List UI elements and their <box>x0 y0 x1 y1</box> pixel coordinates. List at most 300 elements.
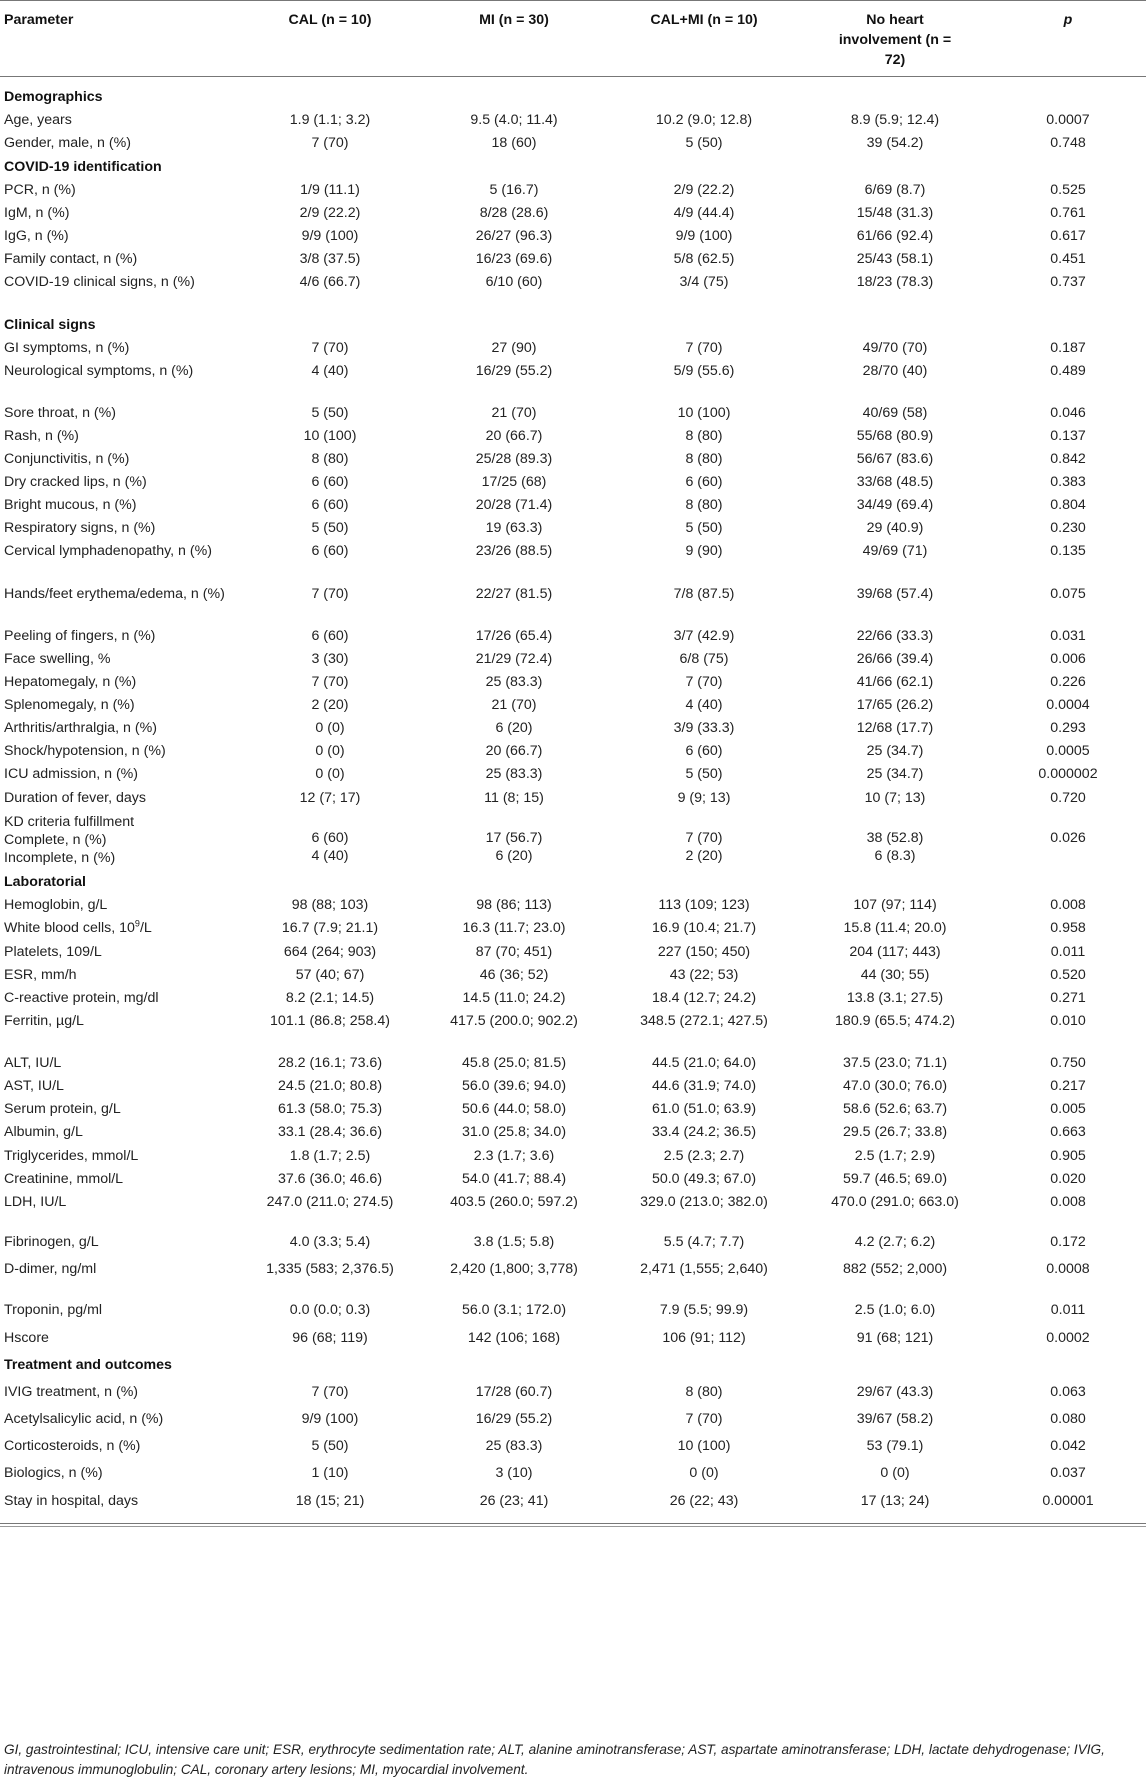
section-covid-identification: COVID-19 identification <box>4 159 162 175</box>
cell-r16-cal-mi: 9 (90) <box>685 543 723 559</box>
cell-r25-p: 0.720 <box>1050 790 1086 806</box>
bottom-rule-2 <box>0 1526 1146 1527</box>
cell-r19-p: 0.006 <box>1050 651 1086 667</box>
cell-r42-no-heart: 91 (68; 121) <box>856 1330 934 1346</box>
cell-r25-label: Duration of fever, days <box>4 790 146 806</box>
cell-r20-no-heart: 41/66 (62.1) <box>856 674 934 690</box>
cell-r02-p: 0.748 <box>1050 135 1086 151</box>
cell-r14-p: 0.804 <box>1050 497 1086 513</box>
cell-r16-p: 0.135 <box>1050 543 1086 559</box>
cell-r21-no-heart: 17/65 (26.2) <box>856 697 934 713</box>
cell-r28-p: 0.011 <box>1050 944 1086 960</box>
header-rule <box>0 76 1146 77</box>
section-clinical-signs: Clinical signs <box>4 317 96 333</box>
cell-r33-cal-mi: 44.6 (31.9; 74.0) <box>651 1078 757 1094</box>
cell-r45-no-heart: 53 (79.1) <box>866 1438 924 1454</box>
cell-r13-no-heart: 33/68 (48.5) <box>856 474 934 490</box>
cell-r33-mi: 56.0 (39.6; 94.0) <box>461 1078 567 1094</box>
cell-r30-p: 0.271 <box>1050 990 1086 1006</box>
cell-r47-label: Stay in hospital, days <box>4 1493 139 1509</box>
cell-r10-p: 0.046 <box>1050 405 1086 421</box>
cell-r06-cal-mi: 5/8 (62.5) <box>673 251 735 267</box>
cell-r41-cal: 0.0 (0.0; 0.3) <box>289 1302 371 1318</box>
cell-r35-mi: 31.0 (25.8; 34.0) <box>461 1124 567 1140</box>
cell-r40-label: D-dimer, ng/ml <box>4 1261 97 1277</box>
cell-r07-p: 0.737 <box>1050 274 1086 290</box>
cell-r06-no-heart: 25/43 (58.1) <box>856 251 934 267</box>
cell-r16-label: Cervical lymphadenopathy, n (%) <box>4 543 212 559</box>
cell-r35-cal-mi: 33.4 (24.2; 36.5) <box>651 1124 757 1140</box>
cell-r10-label: Sore throat, n (%) <box>4 405 116 421</box>
cell-r04-mi: 8/28 (28.6) <box>479 205 549 221</box>
cell-r08-cal-mi: 7 (70) <box>685 340 723 356</box>
cell-r36-cal: 1.8 (1.7; 2.5) <box>289 1148 371 1164</box>
cell-r38-p: 0.008 <box>1050 1194 1086 1210</box>
kd-complete-cal-mi: 7 (70) <box>685 830 723 846</box>
cell-r40-cal: 1,335 (583; 2,376.5) <box>266 1261 394 1277</box>
cell-r06-p: 0.451 <box>1050 251 1086 267</box>
cell-r14-cal-mi: 8 (80) <box>685 497 723 513</box>
cell-r20-cal-mi: 7 (70) <box>685 674 723 690</box>
cell-r21-mi: 21 (70) <box>491 697 537 713</box>
cell-r44-cal: 9/9 (100) <box>301 1411 359 1427</box>
cell-r28-cal: 664 (264; 903) <box>283 944 377 960</box>
cell-r10-mi: 21 (70) <box>491 405 537 421</box>
cell-r14-label: Bright mucous, n (%) <box>4 497 137 513</box>
cell-r20-label: Hepatomegaly, n (%) <box>4 674 137 690</box>
cell-r26-p: 0.008 <box>1050 897 1086 913</box>
cell-r11-cal: 10 (100) <box>303 428 357 444</box>
cell-r25-mi: 11 (8; 15) <box>484 790 544 806</box>
cell-r33-label: AST, IU/L <box>4 1078 64 1094</box>
cell-r26-cal: 98 (88; 103) <box>291 897 369 913</box>
cell-r12-cal: 8 (80) <box>311 451 349 467</box>
cell-r44-cal-mi: 7 (70) <box>685 1411 723 1427</box>
cell-r04-cal: 2/9 (22.2) <box>299 205 361 221</box>
cell-r37-cal-mi: 50.0 (49.3; 67.0) <box>651 1171 757 1187</box>
cell-r22-p: 0.293 <box>1050 720 1086 736</box>
cell-r27-cal-mi: 16.9 (10.4; 21.7) <box>651 920 757 936</box>
cell-r19-label: Face swelling, % <box>4 651 111 667</box>
cell-r38-label: LDH, IU/L <box>4 1194 67 1210</box>
cell-r06-mi: 16/23 (69.6) <box>475 251 553 267</box>
cell-r09-cal: 4 (40) <box>311 363 349 379</box>
cell-r19-cal-mi: 6/8 (75) <box>679 651 729 667</box>
cell-r03-label: PCR, n (%) <box>4 182 76 198</box>
section-laboratorial: Laboratorial <box>4 874 86 890</box>
cell-r05-cal: 9/9 (100) <box>301 228 359 244</box>
cell-r36-no-heart: 2.5 (1.7; 2.9) <box>854 1148 936 1164</box>
cell-r34-cal-mi: 61.0 (51.0; 63.9) <box>651 1101 757 1117</box>
cell-r13-cal-mi: 6 (60) <box>685 474 723 490</box>
cell-r13-mi: 17/25 (68) <box>481 474 547 490</box>
kd-complete-mi: 17 (56.7) <box>485 830 543 846</box>
cell-r26-label: Hemoglobin, g/L <box>4 897 108 913</box>
cell-r31-cal: 101.1 (86.8; 258.4) <box>270 1013 390 1029</box>
kd-incomplete-label: Incomplete, n (%) <box>4 850 116 866</box>
cell-r14-cal: 6 (60) <box>311 497 349 513</box>
kd-incomplete-cal: 4 (40) <box>311 848 349 864</box>
cell-r22-cal-mi: 3/9 (33.3) <box>673 720 735 736</box>
cell-r17-label: Hands/feet erythema/edema, n (%) <box>4 586 225 602</box>
cell-r08-cal: 7 (70) <box>311 340 349 356</box>
cell-r42-p: 0.0002 <box>1046 1330 1090 1346</box>
cell-r02-no-heart: 39 (54.2) <box>866 135 924 151</box>
top-rule <box>0 0 1146 1</box>
cell-r22-cal: 0 (0) <box>315 720 345 736</box>
cell-r13-label: Dry cracked lips, n (%) <box>4 474 147 490</box>
cell-r26-cal-mi: 113 (109; 123) <box>658 897 750 913</box>
cell-r38-cal-mi: 329.0 (213.0; 382.0) <box>640 1194 768 1210</box>
cell-r04-p: 0.761 <box>1050 205 1086 221</box>
header-mi: MI (n = 30) <box>479 12 549 28</box>
cell-r30-cal: 8.2 (2.1; 14.5) <box>285 990 375 1006</box>
cell-r07-no-heart: 18/23 (78.3) <box>856 274 934 290</box>
header-p: p <box>1063 12 1073 28</box>
cell-r44-label: Acetylsalicylic acid, n (%) <box>4 1411 164 1427</box>
cell-r29-mi: 46 (36; 52) <box>479 967 549 983</box>
cell-r41-p: 0.011 <box>1050 1302 1086 1318</box>
cell-r36-cal-mi: 2.5 (2.3; 2.7) <box>663 1148 745 1164</box>
cell-r09-no-heart: 28/70 (40) <box>862 363 928 379</box>
cell-r24-label: ICU admission, n (%) <box>4 766 139 782</box>
cell-r23-p: 0.0005 <box>1046 743 1090 759</box>
cell-r46-label: Biologics, n (%) <box>4 1465 103 1481</box>
cell-r27-cal: 16.7 (7.9; 21.1) <box>281 920 379 936</box>
cell-r04-label: IgM, n (%) <box>4 205 70 221</box>
cell-r12-label: Conjunctivitis, n (%) <box>4 451 130 467</box>
cell-r09-mi: 16/29 (55.2) <box>475 363 553 379</box>
cell-r15-no-heart: 29 (40.9) <box>866 520 924 536</box>
wbc-exponent: 9 <box>134 918 140 929</box>
cell-r26-mi: 98 (86; 113) <box>476 897 552 913</box>
cell-r41-label: Troponin, pg/ml <box>4 1302 103 1318</box>
cell-r19-no-heart: 26/66 (39.4) <box>856 651 934 667</box>
wbc-unit: /L <box>139 920 152 936</box>
cell-r40-mi: 2,420 (1,800; 3,778) <box>450 1261 578 1277</box>
cell-r04-cal-mi: 4/9 (44.4) <box>673 205 735 221</box>
cell-r19-cal: 3 (30) <box>311 651 349 667</box>
cell-r39-label: Fibrinogen, g/L <box>4 1234 99 1250</box>
cell-r22-label: Arthritis/arthralgia, n (%) <box>4 720 157 736</box>
cell-r37-label: Creatinine, mmol/L <box>4 1171 124 1187</box>
cell-r20-cal: 7 (70) <box>311 674 349 690</box>
cell-r41-cal-mi: 7.9 (5.5; 99.9) <box>659 1302 749 1318</box>
cell-r05-cal-mi: 9/9 (100) <box>675 228 733 244</box>
cell-r16-cal: 6 (60) <box>311 543 349 559</box>
cell-r25-no-heart: 10 (7; 13) <box>864 790 926 806</box>
cell-r34-p: 0.005 <box>1050 1101 1086 1117</box>
cell-r21-cal: 2 (20) <box>311 697 349 713</box>
cell-r05-label: IgG, n (%) <box>4 228 69 244</box>
cell-r41-no-heart: 2.5 (1.0; 6.0) <box>854 1302 936 1318</box>
cell-r31-mi: 417.5 (200.0; 902.2) <box>450 1013 578 1029</box>
cell-r03-p: 0.525 <box>1050 182 1086 198</box>
cell-r30-cal-mi: 18.4 (12.7; 24.2) <box>651 990 757 1006</box>
cell-r38-mi: 403.5 (260.0; 597.2) <box>450 1194 578 1210</box>
cell-r28-cal-mi: 227 (150; 450) <box>657 944 751 960</box>
cell-r28-label: Platelets, 109/L <box>4 944 102 960</box>
cell-r14-mi: 20/28 (71.4) <box>475 497 553 513</box>
cell-r08-label: GI symptoms, n (%) <box>4 340 130 356</box>
table-footnote: GI, gastrointestinal; ICU, intensive care unit; ESR, erythrocyte sedimentation rate; ALT, alanine aminotransferase; AST, aspartate aminotransferase; LDH, lactate dehydrogenase; IVIG, intravenous immunoglobulin; CAL, coronary artery lesions; MI, myocardial involvement. <box>4 1742 1105 1777</box>
cell-r02-cal: 7 (70) <box>311 135 349 151</box>
header-cal: CAL (n = 10) <box>288 12 372 28</box>
cell-r35-label: Albumin, g/L <box>4 1124 83 1140</box>
cell-r01-mi: 9.5 (4.0; 11.4) <box>470 112 558 128</box>
cell-r29-p: 0.520 <box>1050 967 1086 983</box>
cell-r40-cal-mi: 2,471 (1,555; 2,640) <box>640 1261 768 1277</box>
cell-r47-mi: 26 (23; 41) <box>479 1493 549 1509</box>
cell-r44-mi: 16/29 (55.2) <box>475 1411 553 1427</box>
section-treatment-outcomes: Treatment and outcomes <box>4 1357 172 1373</box>
cell-r31-p: 0.010 <box>1050 1013 1086 1029</box>
cell-r15-mi: 19 (63.3) <box>485 520 543 536</box>
cell-r24-no-heart: 25 (34.7) <box>866 766 924 782</box>
cell-r18-cal-mi: 3/7 (42.9) <box>673 628 735 644</box>
cell-r16-mi: 23/26 (88.5) <box>475 543 553 559</box>
cell-r32-p: 0.750 <box>1050 1055 1086 1071</box>
cell-r15-label: Respiratory signs, n (%) <box>4 520 156 536</box>
cell-r18-cal: 6 (60) <box>311 628 349 644</box>
cell-r44-no-heart: 39/67 (58.2) <box>856 1411 934 1427</box>
header-cal-mi: CAL+MI (n = 10) <box>650 12 758 28</box>
cell-r42-cal-mi: 106 (91; 112) <box>662 1330 746 1346</box>
kd-complete-no-heart: 38 (52.8) <box>866 830 924 846</box>
cell-r38-cal: 247.0 (211.0; 274.5) <box>266 1194 394 1210</box>
cell-r45-p: 0.042 <box>1050 1438 1086 1454</box>
cell-r37-p: 0.020 <box>1050 1171 1086 1187</box>
cell-r23-mi: 20 (66.7) <box>485 743 543 759</box>
cell-r39-p: 0.172 <box>1050 1234 1086 1250</box>
cell-r32-mi: 45.8 (25.0; 81.5) <box>461 1055 567 1071</box>
cell-r43-cal: 7 (70) <box>311 1384 349 1400</box>
cell-r31-cal-mi: 348.5 (272.1; 427.5) <box>640 1013 768 1029</box>
header-no-heart: No heart involvement (n = 72) <box>838 12 952 68</box>
cell-r09-p: 0.489 <box>1050 363 1086 379</box>
cell-r07-label: COVID-19 clinical signs, n (%) <box>4 274 195 290</box>
cell-r17-p: 0.075 <box>1050 586 1086 602</box>
cell-r01-label: Age, years <box>4 112 72 128</box>
cell-r27-no-heart: 15.8 (11.4; 20.0) <box>843 920 947 936</box>
cell-r36-mi: 2.3 (1.7; 3.6) <box>473 1148 555 1164</box>
cell-r08-p: 0.187 <box>1050 340 1086 356</box>
cell-r42-mi: 142 (106; 168) <box>467 1330 561 1346</box>
cell-r25-cal: 12 (7; 17) <box>299 790 361 806</box>
cell-r13-cal: 6 (60) <box>311 474 349 490</box>
cell-r41-mi: 56.0 (3.1; 172.0) <box>461 1302 567 1318</box>
kd-complete-cal: 6 (60) <box>311 830 349 846</box>
cell-r29-no-heart: 44 (30; 55) <box>860 967 930 983</box>
cell-r20-p: 0.226 <box>1050 674 1086 690</box>
cell-r23-cal: 0 (0) <box>315 743 345 759</box>
cell-r21-p: 0.0004 <box>1046 697 1090 713</box>
cell-r15-cal-mi: 5 (50) <box>685 520 723 536</box>
cell-r27-label <box>4 918 239 938</box>
cell-r47-cal: 18 (15; 21) <box>295 1493 365 1509</box>
cell-r38-no-heart: 470.0 (291.0; 663.0) <box>831 1194 959 1210</box>
cell-r43-label: IVIG treatment, n (%) <box>4 1384 139 1400</box>
cell-r43-cal-mi: 8 (80) <box>685 1384 723 1400</box>
cell-r37-mi: 54.0 (41.7; 88.4) <box>461 1171 567 1187</box>
cell-r35-cal: 33.1 (28.4; 36.6) <box>277 1124 383 1140</box>
cell-r10-no-heart: 40/69 (58) <box>862 405 928 421</box>
cell-r42-label: Hscore <box>4 1330 49 1346</box>
cell-r22-mi: 6 (20) <box>495 720 533 736</box>
cell-r22-no-heart: 12/68 (17.7) <box>856 720 934 736</box>
cell-r12-p: 0.842 <box>1050 451 1086 467</box>
cell-r18-p: 0.031 <box>1050 628 1086 644</box>
cell-r47-cal-mi: 26 (22; 43) <box>669 1493 739 1509</box>
cell-r17-mi: 22/27 (81.5) <box>475 586 553 602</box>
cell-r40-no-heart: 882 (552; 2,000) <box>842 1261 948 1277</box>
cell-r21-cal-mi: 4 (40) <box>685 697 723 713</box>
cell-r39-cal: 4.0 (3.3; 5.4) <box>289 1234 371 1250</box>
cell-r11-cal-mi: 8 (80) <box>685 428 723 444</box>
cell-r32-no-heart: 37.5 (23.0; 71.1) <box>842 1055 948 1071</box>
cell-r12-cal-mi: 8 (80) <box>685 451 723 467</box>
cell-r45-cal-mi: 10 (100) <box>677 1438 731 1454</box>
cell-r39-no-heart: 4.2 (2.7; 6.2) <box>854 1234 936 1250</box>
cell-r09-label: Neurological symptoms, n (%) <box>4 363 194 379</box>
cell-r24-p: 0.000002 <box>1038 766 1098 782</box>
cell-r28-mi: 87 (70; 451) <box>475 944 553 960</box>
cell-r17-no-heart: 39/68 (57.4) <box>856 586 934 602</box>
cell-r34-mi: 50.6 (44.0; 58.0) <box>461 1101 567 1117</box>
cell-r18-no-heart: 22/66 (33.3) <box>856 628 934 644</box>
cell-r45-mi: 25 (83.3) <box>485 1438 543 1454</box>
cell-r11-p: 0.137 <box>1050 428 1086 444</box>
cell-r46-mi: 3 (10) <box>495 1465 533 1481</box>
cell-r15-cal: 5 (50) <box>311 520 349 536</box>
cell-r18-label: Peeling of fingers, n (%) <box>4 628 156 644</box>
cell-r32-label: ALT, IU/L <box>4 1055 62 1071</box>
cell-r12-no-heart: 56/67 (83.6) <box>856 451 934 467</box>
header-parameter: Parameter <box>4 12 74 28</box>
cell-r33-no-heart: 47.0 (30.0; 76.0) <box>842 1078 948 1094</box>
cell-r06-label: Family contact, n (%) <box>4 251 138 267</box>
cell-r33-p: 0.217 <box>1050 1078 1086 1094</box>
cell-r34-label: Serum protein, g/L <box>4 1101 121 1117</box>
cell-r39-mi: 3.8 (1.5; 5.8) <box>473 1234 555 1250</box>
cell-r23-label: Shock/hypotension, n (%) <box>4 743 166 759</box>
cell-r25-cal-mi: 9 (9; 13) <box>677 790 731 806</box>
cell-r45-cal: 5 (50) <box>311 1438 349 1454</box>
kd-complete-p: 0.026 <box>1050 830 1086 846</box>
cell-r43-mi: 17/28 (60.7) <box>475 1384 553 1400</box>
cell-r27-p: 0.958 <box>1050 920 1086 936</box>
cell-r23-no-heart: 25 (34.7) <box>866 743 924 759</box>
cell-r13-p: 0.383 <box>1050 474 1086 490</box>
cell-r35-p: 0.663 <box>1050 1124 1086 1140</box>
cell-r11-no-heart: 55/68 (80.9) <box>856 428 934 444</box>
cell-r24-cal: 0 (0) <box>315 766 345 782</box>
cell-r46-no-heart: 0 (0) <box>880 1465 910 1481</box>
cell-r03-mi: 5 (16.7) <box>489 182 539 198</box>
cell-r39-cal-mi: 5.5 (4.7; 7.7) <box>663 1234 745 1250</box>
cell-r27-mi: 16.3 (11.7; 23.0) <box>462 920 566 936</box>
cell-r40-p: 0.0008 <box>1046 1261 1090 1277</box>
kd-complete-label: Complete, n (%) <box>4 832 107 848</box>
cell-r35-no-heart: 29.5 (26.7; 33.8) <box>842 1124 948 1140</box>
cell-r03-cal-mi: 2/9 (22.2) <box>673 182 735 198</box>
cell-r21-label: Splenomegaly, n (%) <box>4 697 135 713</box>
cell-r20-mi: 25 (83.3) <box>485 674 543 690</box>
kd-incomplete-cal-mi: 2 (20) <box>685 848 723 864</box>
cell-r33-cal: 24.5 (21.0; 80.8) <box>277 1078 383 1094</box>
cell-r08-mi: 27 (90) <box>491 340 537 356</box>
kd-incomplete-no-heart: 6 (8.3) <box>874 848 916 864</box>
cell-r01-p: 0.0007 <box>1046 112 1090 128</box>
cell-r03-cal: 1/9 (11.1) <box>300 182 360 198</box>
cell-r46-cal: 1 (10) <box>311 1465 349 1481</box>
cell-r30-mi: 14.5 (11.0; 24.2) <box>462 990 566 1006</box>
cell-r17-cal-mi: 7/8 (87.5) <box>673 586 735 602</box>
cell-r46-p: 0.037 <box>1050 1465 1086 1481</box>
cell-r07-cal-mi: 3/4 (75) <box>679 274 729 290</box>
cell-r07-cal: 4/6 (66.7) <box>299 274 361 290</box>
cell-r36-p: 0.905 <box>1050 1148 1086 1164</box>
bottom-rule <box>0 1523 1146 1524</box>
cell-r43-p: 0.063 <box>1050 1384 1086 1400</box>
cell-r36-label: Triglycerides, mmol/L <box>4 1148 139 1164</box>
cell-r23-cal-mi: 6 (60) <box>685 743 723 759</box>
cell-r06-cal: 3/8 (37.5) <box>299 251 361 267</box>
cell-r01-cal: 1.9 (1.1; 3.2) <box>289 112 371 128</box>
cell-r11-label: Rash, n (%) <box>4 428 79 444</box>
cell-r05-p: 0.617 <box>1050 228 1086 244</box>
cell-r07-mi: 6/10 (60) <box>485 274 543 290</box>
cell-r29-cal: 57 (40; 67) <box>295 967 365 983</box>
cell-r32-cal-mi: 44.5 (21.0; 64.0) <box>651 1055 757 1071</box>
cell-r42-cal: 96 (68; 119) <box>292 1330 368 1346</box>
cell-r17-cal: 7 (70) <box>311 586 349 602</box>
cell-r02-cal-mi: 5 (50) <box>685 135 723 151</box>
cell-r02-label: Gender, male, n (%) <box>4 135 131 151</box>
cell-r15-p: 0.230 <box>1050 520 1086 536</box>
wbc-label: White blood cells, 10 <box>4 920 135 936</box>
cell-r05-mi: 26/27 (96.3) <box>475 228 553 244</box>
cell-r30-no-heart: 13.8 (3.1; 27.5) <box>846 990 944 1006</box>
kd-criteria-label: KD criteria fulfillment <box>4 814 135 830</box>
cell-r32-cal: 28.2 (16.1; 73.6) <box>277 1055 383 1071</box>
cell-r34-cal: 61.3 (58.0; 75.3) <box>277 1101 383 1117</box>
cell-r10-cal: 5 (50) <box>311 405 349 421</box>
section-demographics: Demographics <box>4 89 103 105</box>
cell-r29-cal-mi: 43 (22; 53) <box>669 967 739 983</box>
cell-r14-no-heart: 34/49 (69.4) <box>856 497 934 513</box>
cell-r16-no-heart: 49/69 (71) <box>862 543 928 559</box>
cell-r19-mi: 21/29 (72.4) <box>475 651 553 667</box>
cell-r47-no-heart: 17 (13; 24) <box>860 1493 930 1509</box>
kd-incomplete-mi: 6 (20) <box>495 848 533 864</box>
cell-r31-no-heart: 180.9 (65.5; 474.2) <box>835 1013 955 1029</box>
cell-r12-mi: 25/28 (89.3) <box>475 451 553 467</box>
cell-r34-no-heart: 58.6 (52.6; 63.7) <box>842 1101 948 1117</box>
cell-r30-label: C-reactive protein, mg/dl <box>4 990 159 1006</box>
cell-r31-label: Ferritin, µg/L <box>4 1013 84 1029</box>
cell-r02-mi: 18 (60) <box>491 135 537 151</box>
cell-r29-label: ESR, mm/h <box>4 967 77 983</box>
cell-r05-no-heart: 61/66 (92.4) <box>856 228 934 244</box>
cell-r43-no-heart: 29/67 (43.3) <box>856 1384 934 1400</box>
cell-r01-no-heart: 8.9 (5.9; 12.4) <box>850 112 940 128</box>
cell-r26-no-heart: 107 (97; 114) <box>853 897 937 913</box>
cell-r28-no-heart: 204 (117; 443) <box>849 944 941 960</box>
cell-r24-cal-mi: 5 (50) <box>685 766 723 782</box>
cell-r04-no-heart: 15/48 (31.3) <box>856 205 934 221</box>
cell-r45-label: Corticosteroids, n (%) <box>4 1438 141 1454</box>
